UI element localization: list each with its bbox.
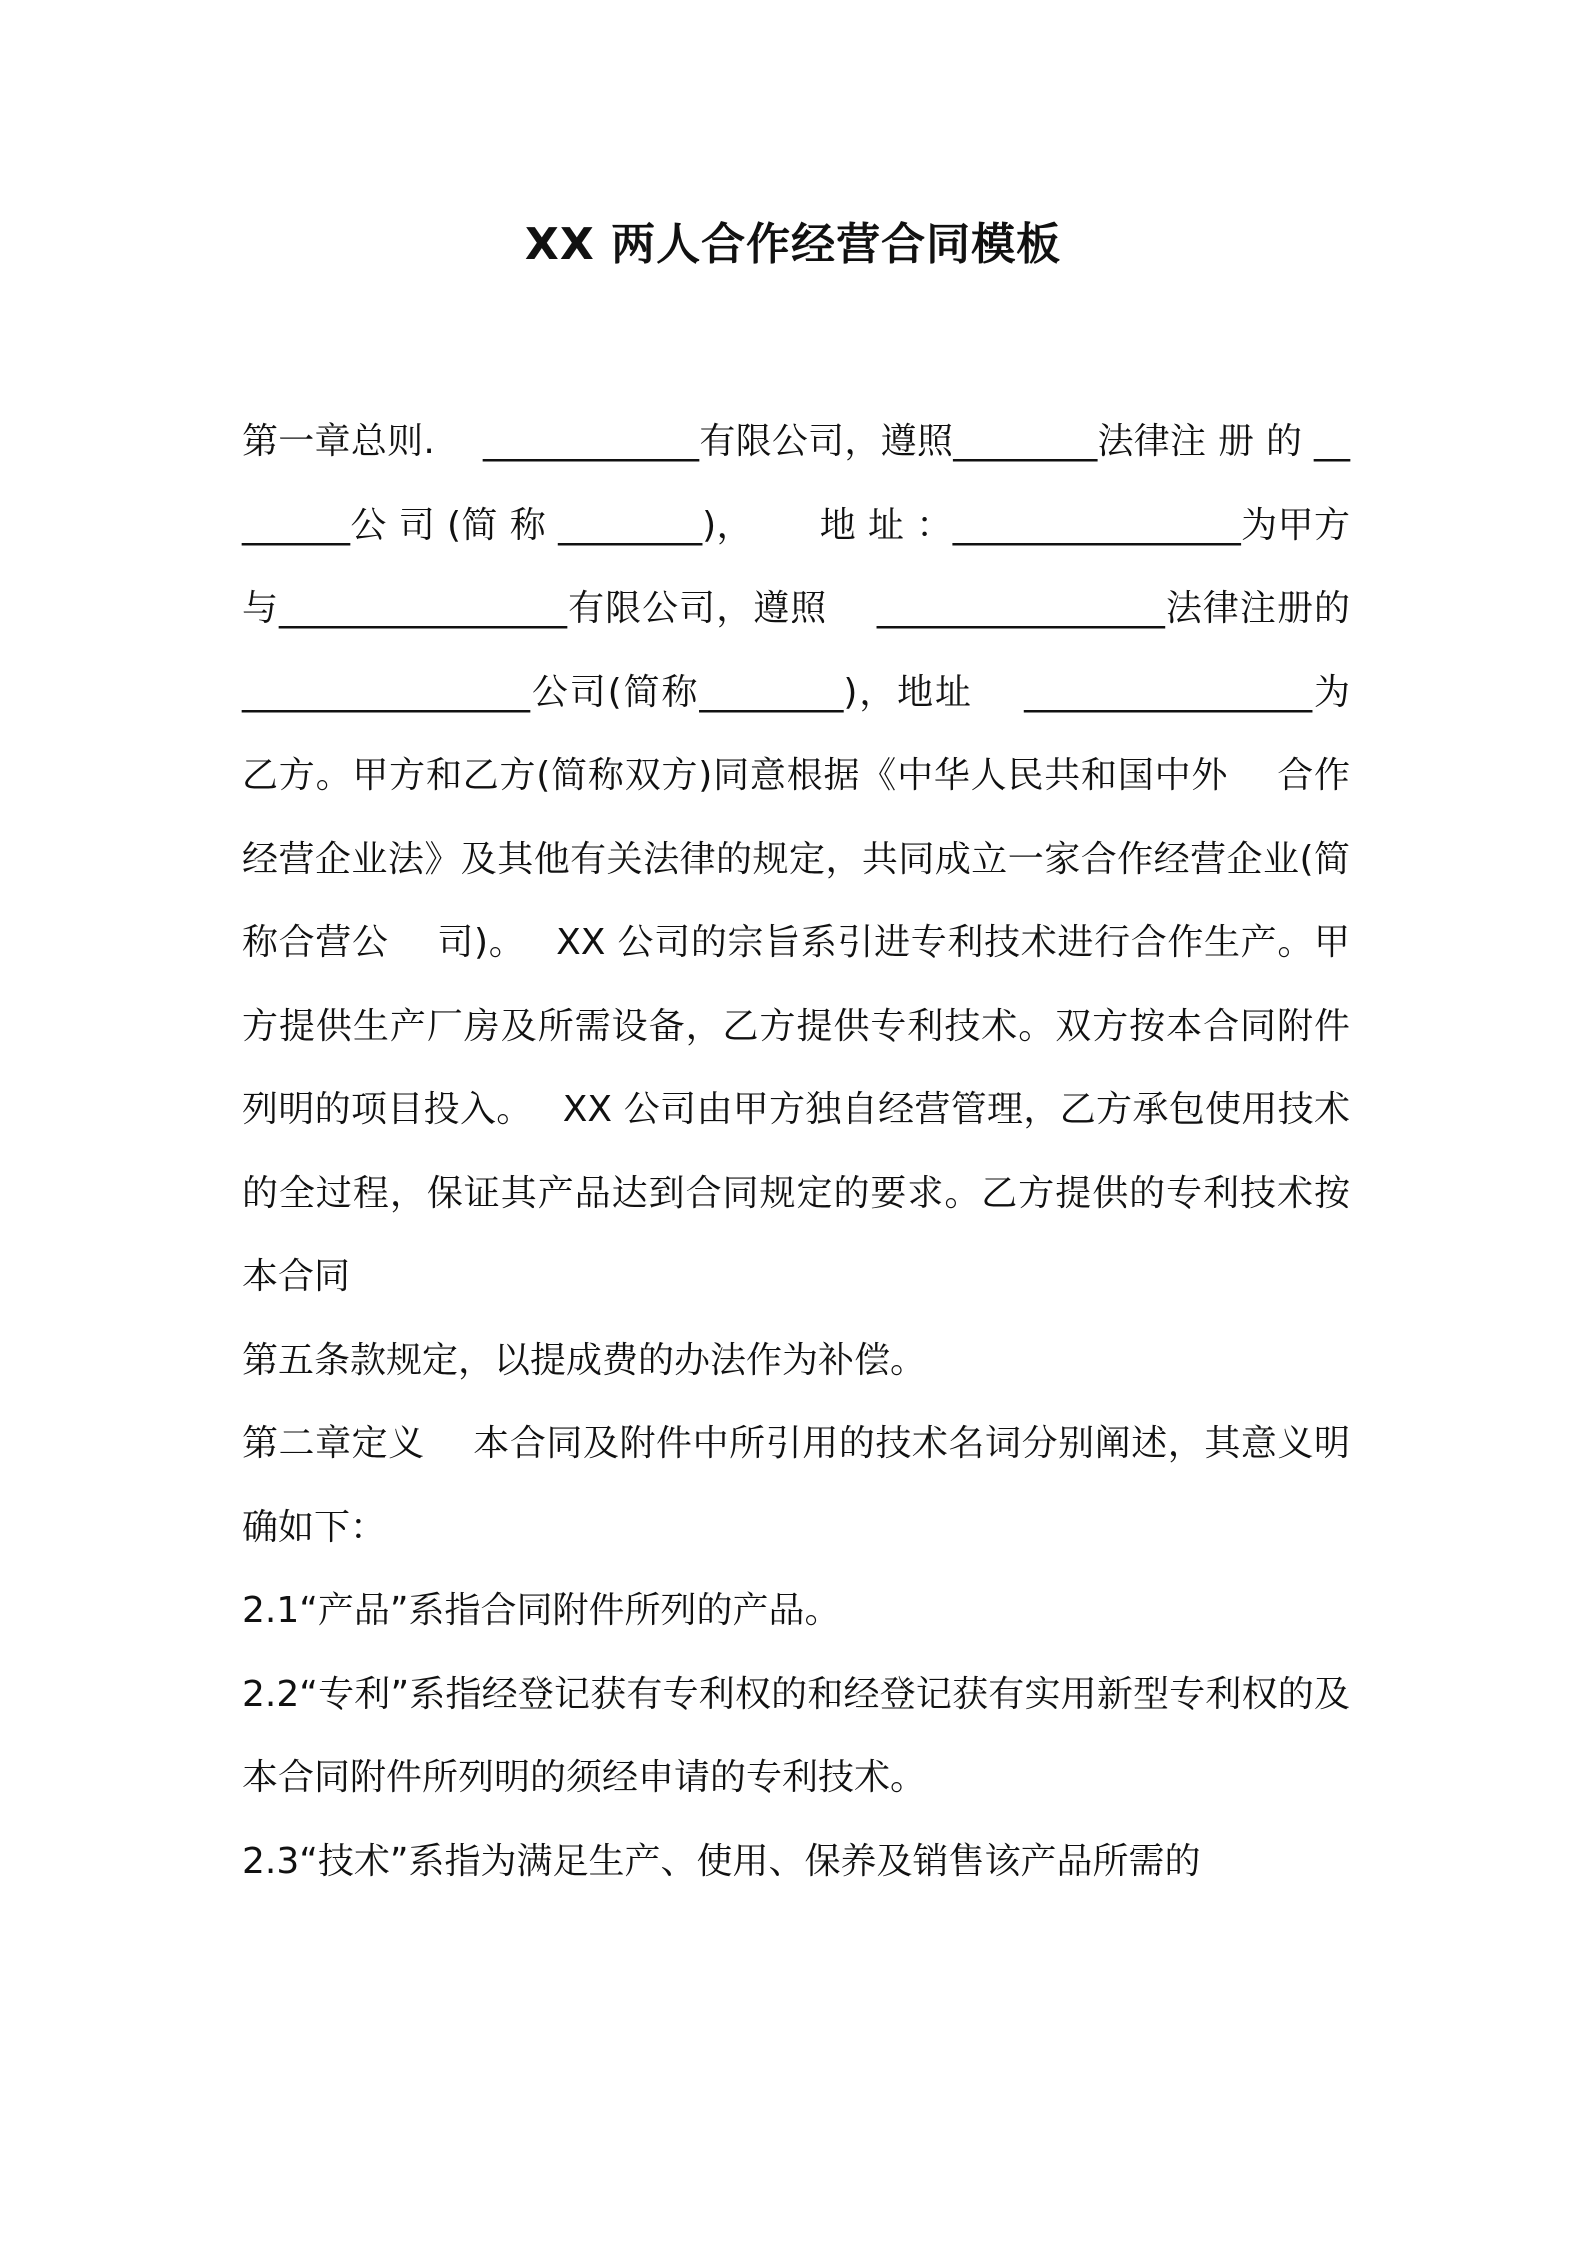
paragraph-clause-5-note: 第五条款规定，以提成费的办法作为补偿。 [242, 1339, 927, 1381]
paragraph-chapter-2: 第二章定义 本合同及附件中所引用的技术名词分别阐述，其意义明确如下： [242, 1423, 1350, 1548]
paragraph-chapter-1: 第一章总则. ____________有限公司，遵照________法律注 册 的 ________公 司 (简 称 ________)， 地 址 ：________________为甲方与________________有限公司，遵照 ________________法律注册的________________公司(简称________)，地址 ________________为乙方。甲方和乙方(简称双方)同意根据《中华人民共和国中外 合作经营企业法》及其他有关法律的规定，共同成立一家合作经营企业(简称合营公 司)。 XX 公司的宗旨系引进专利技术进行合作生产。甲方提供生产厂房及所需设备，乙方提供专利技术。双方按本合同附件列明的项目投入。 XX 公司由甲方独自经营管理，乙方承包使用技术的全过程，保证其产品达到合同规定的要求。乙方提供的专利技术按本合同 [242, 421, 1350, 1297]
paragraph-definition-2-2: 2.2“专利”系指经登记获有专利权的和经登记获有实用新型专利权的及本合同附件所列明的须经申请的专利技术。 [242, 1673, 1350, 1798]
paragraph-definition-2-1: 2.1“产品”系指合同附件所列的产品。 [242, 1590, 841, 1631]
document-title: XX 两人合作经营合同模板 [524, 219, 1062, 270]
document-body [242, 400, 1350, 1903]
paragraph-definition-2-3: 2.3“技术”系指为满足生产、使用、保养及销售该产品所需的 [242, 1840, 1201, 1882]
